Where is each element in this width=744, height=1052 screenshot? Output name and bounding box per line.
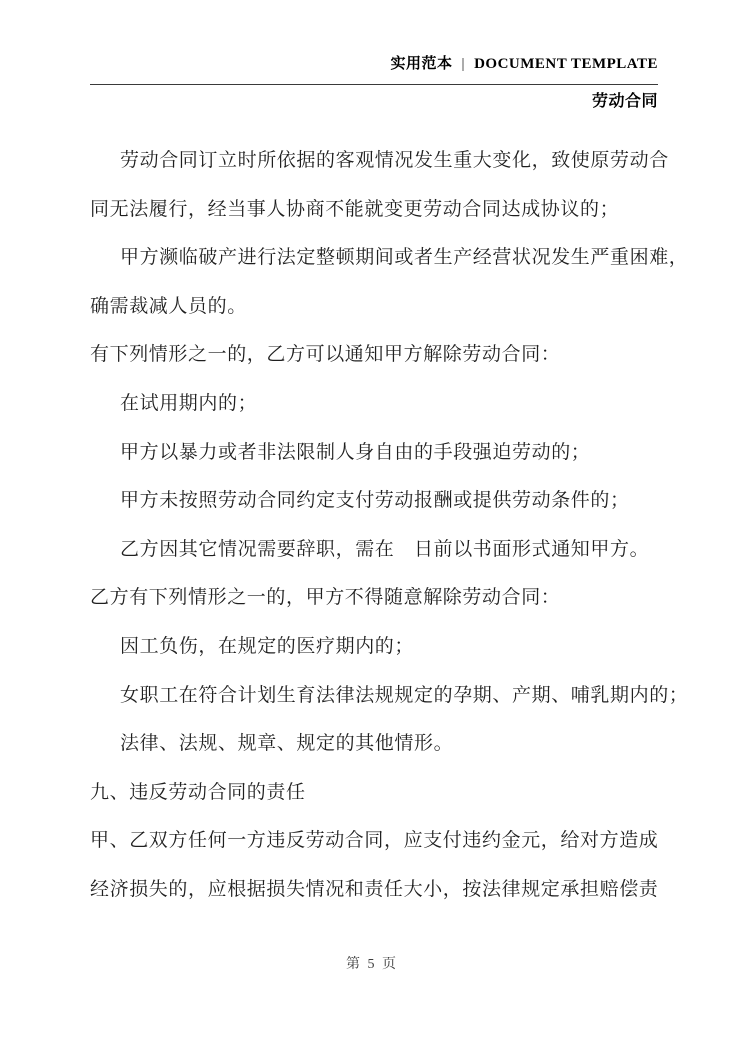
document-body (0, 111, 744, 915)
page-footer: 第 5 页 (346, 957, 398, 972)
body-line: 乙方有下列情形之一的，甲方不得随意解除劳动合同： (90, 587, 561, 609)
body-line: 乙方因其它情况需要辞职，需在 日前以书面形式通知甲方。 (120, 538, 650, 560)
body-line: 同无法履行，经当事人协商不能就变更劳动合同达成协议的； (90, 198, 620, 220)
brand-separator: | (461, 56, 466, 72)
body-line: 因工负伤，在规定的医疗期内的； (120, 635, 415, 657)
header-divider (90, 84, 658, 85)
body-line: 甲、乙双方任何一方违反劳动合同，应支付违约金元，给对方造成 (90, 830, 659, 852)
doc-title: 劳动合同 (591, 93, 658, 110)
brand-line (90, 52, 658, 73)
brand-cn: 实用范本 (390, 56, 453, 72)
body-line: 经济损失的，应根据损失情况和责任大小，按法律规定承担赔偿责 (90, 878, 659, 900)
body-line: 有下列情形之一的，乙方可以通知甲方解除劳动合同： (90, 344, 561, 366)
body-line: 确需裁减人员的。 (90, 295, 247, 317)
page-header (0, 0, 744, 111)
body-line: 劳动合同订立时所依据的客观情况发生重大变化，致使原劳动合 (120, 150, 669, 171)
body-line: 女职工在符合计划生育法律法规规定的孕期、产期、哺乳期内的； (120, 684, 689, 706)
body-line: 甲方以暴力或者非法限制人身自由的手段强迫劳动的； (120, 441, 591, 463)
brand-en: DOCUMENT TEMPLATE (474, 56, 658, 72)
body-line: 九、违反劳动合同的责任 (90, 781, 306, 803)
body-line: 法律、法规、规章、规定的其他情形。 (120, 733, 454, 755)
body-line: 甲方未按照劳动合同约定支付劳动报酬或提供劳动条件的； (120, 490, 630, 512)
body-line: 在试用期内的； (120, 392, 258, 414)
body-line: 甲方濒临破产进行法定整顿期间或者生产经营状况发生严重困难， (120, 247, 689, 269)
